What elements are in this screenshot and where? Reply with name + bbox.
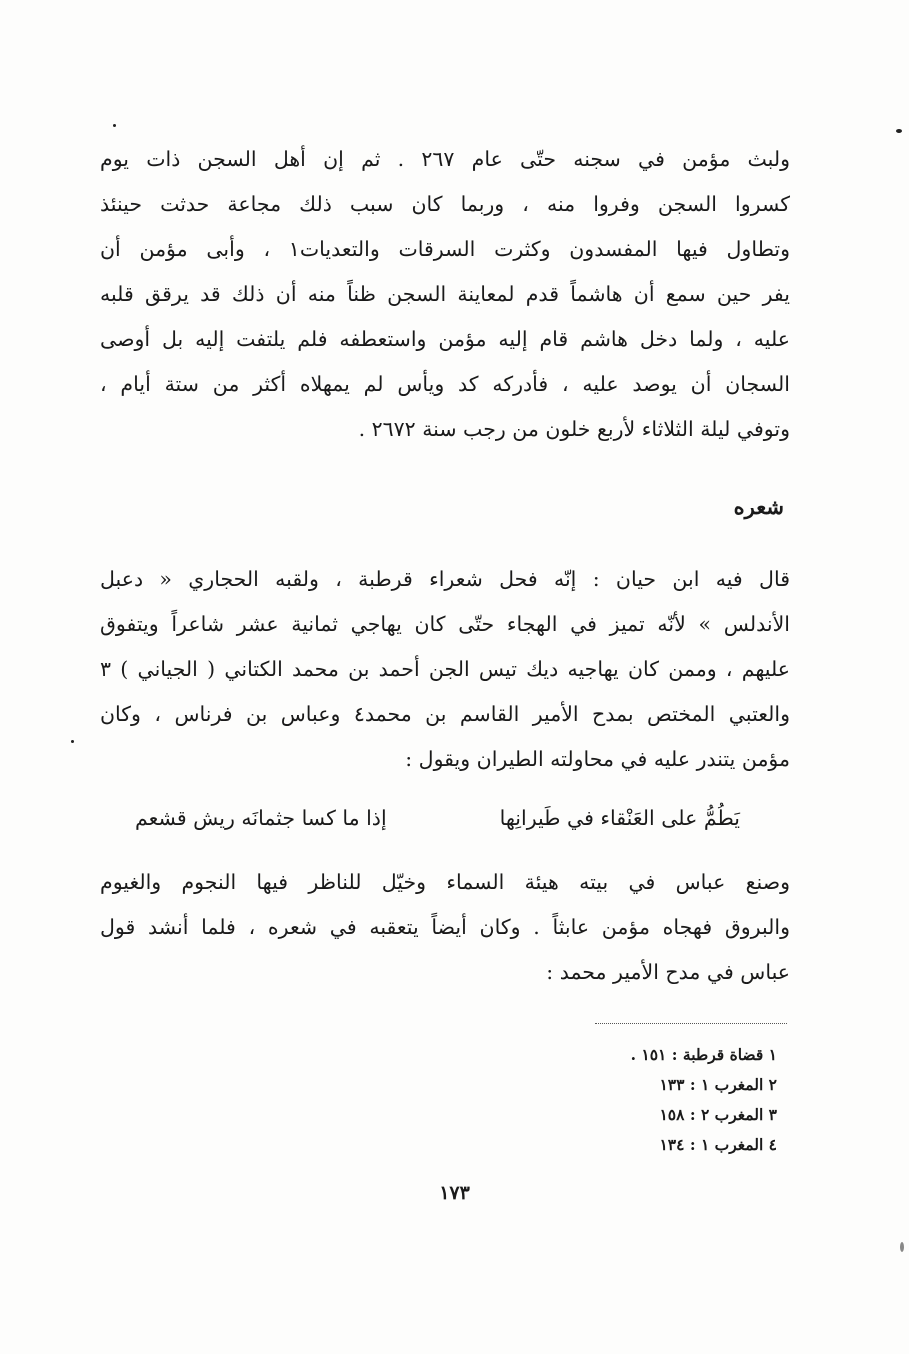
paragraph-abbas bbox=[100, 860, 790, 995]
paragraph-poetry-intro bbox=[100, 557, 790, 782]
verse-second-hemistich: إذا ما كسا جثمانَه ريش قشعم bbox=[135, 806, 387, 830]
poem-verse bbox=[100, 796, 790, 841]
text-line: والعتبي المختص بمدح الأمير القاسم بن محمد٤ وعباس بن فرناس ، وكان bbox=[100, 702, 790, 726]
paragraph-imprisonment bbox=[100, 137, 790, 452]
verse-first-hemistich: يَطُمُّ على العَنْقاء في طَيرانِها bbox=[499, 806, 740, 830]
text-line: عباس في مدح الأمير محمد : bbox=[546, 960, 790, 984]
scan-speck bbox=[113, 124, 116, 127]
text-line: ولبث مؤمن في سجنه حتّى عام ٢٦٧ . ثم إن أهل السجن ذات يوم bbox=[100, 147, 790, 171]
section-heading: شعره bbox=[733, 494, 784, 519]
footnotes-list bbox=[631, 1040, 777, 1160]
scan-speck bbox=[900, 1242, 904, 1252]
text-line: السجان أن يوصد عليه ، فأدركه كد ويأس لم يمهلاه أكثر من ستة أيام ، bbox=[100, 372, 790, 396]
text-line: قال فيه ابن حيان : إنّه فحل شعراء قرطبة ، ولقبه الحجاري « دعبل bbox=[100, 567, 790, 591]
footnote-item: ٣ المغرب ٢ : ١٥٨ bbox=[659, 1105, 777, 1124]
footnote-item: ٢ المغرب ١ : ١٣٣ bbox=[659, 1075, 777, 1094]
page-number: ١٧٣ bbox=[439, 1182, 470, 1204]
text-line: كسروا السجن وفروا منه ، وربما كان سبب ذلك مجاعة حدثت حينئذ bbox=[100, 192, 790, 216]
text-line: وصنع عباس في بيته هيئة السماء وخيّل للناظر فيها النجوم والغيوم bbox=[100, 870, 790, 894]
text-line: مؤمن يتندر عليه في محاولته الطيران ويقول : bbox=[405, 747, 790, 771]
text-line: عليه ، ولما دخل هاشم قام إليه مؤمن واستعطفه فلم يلتفت إليه بل أوصى bbox=[100, 327, 790, 351]
footnote-item: ٤ المغرب ١ : ١٣٤ bbox=[659, 1135, 777, 1154]
scan-speck bbox=[71, 740, 74, 743]
text-line: عليهم ، وممن كان يهاجيه ديك تيس الجن أحمد بن محمد الكتاني ( الجياني ) ٣ bbox=[100, 657, 790, 681]
scan-speck bbox=[896, 129, 902, 133]
footnote-separator bbox=[595, 1023, 787, 1024]
text-line: وتطاول فيها المفسدون وكثرت السرقات والتعديات١ ، وأبى مؤمن أن bbox=[100, 237, 790, 261]
text-line: وتوفي ليلة الثلاثاء لأربع خلون من رجب سنة ٢٦٧٢ . bbox=[358, 417, 790, 441]
text-line: يفر حين سمع أن هاشماً قدم لمعاينة السجن ظناً منه أن ذلك قد يرقق قلبه bbox=[100, 282, 790, 306]
text-line: الأندلس » لأنّه تميز في الهجاء حتّى كان يهاجي ثمانية عشر شاعراً ويتفوق bbox=[100, 612, 790, 636]
text-line: والبروق فهجاه مؤمن عابثاً . وكان أيضاً يتعقبه في شعره ، فلما أنشد قول bbox=[100, 915, 790, 939]
footnote-item: ١ قضاة قرطبة : ١٥١ . bbox=[630, 1045, 777, 1064]
